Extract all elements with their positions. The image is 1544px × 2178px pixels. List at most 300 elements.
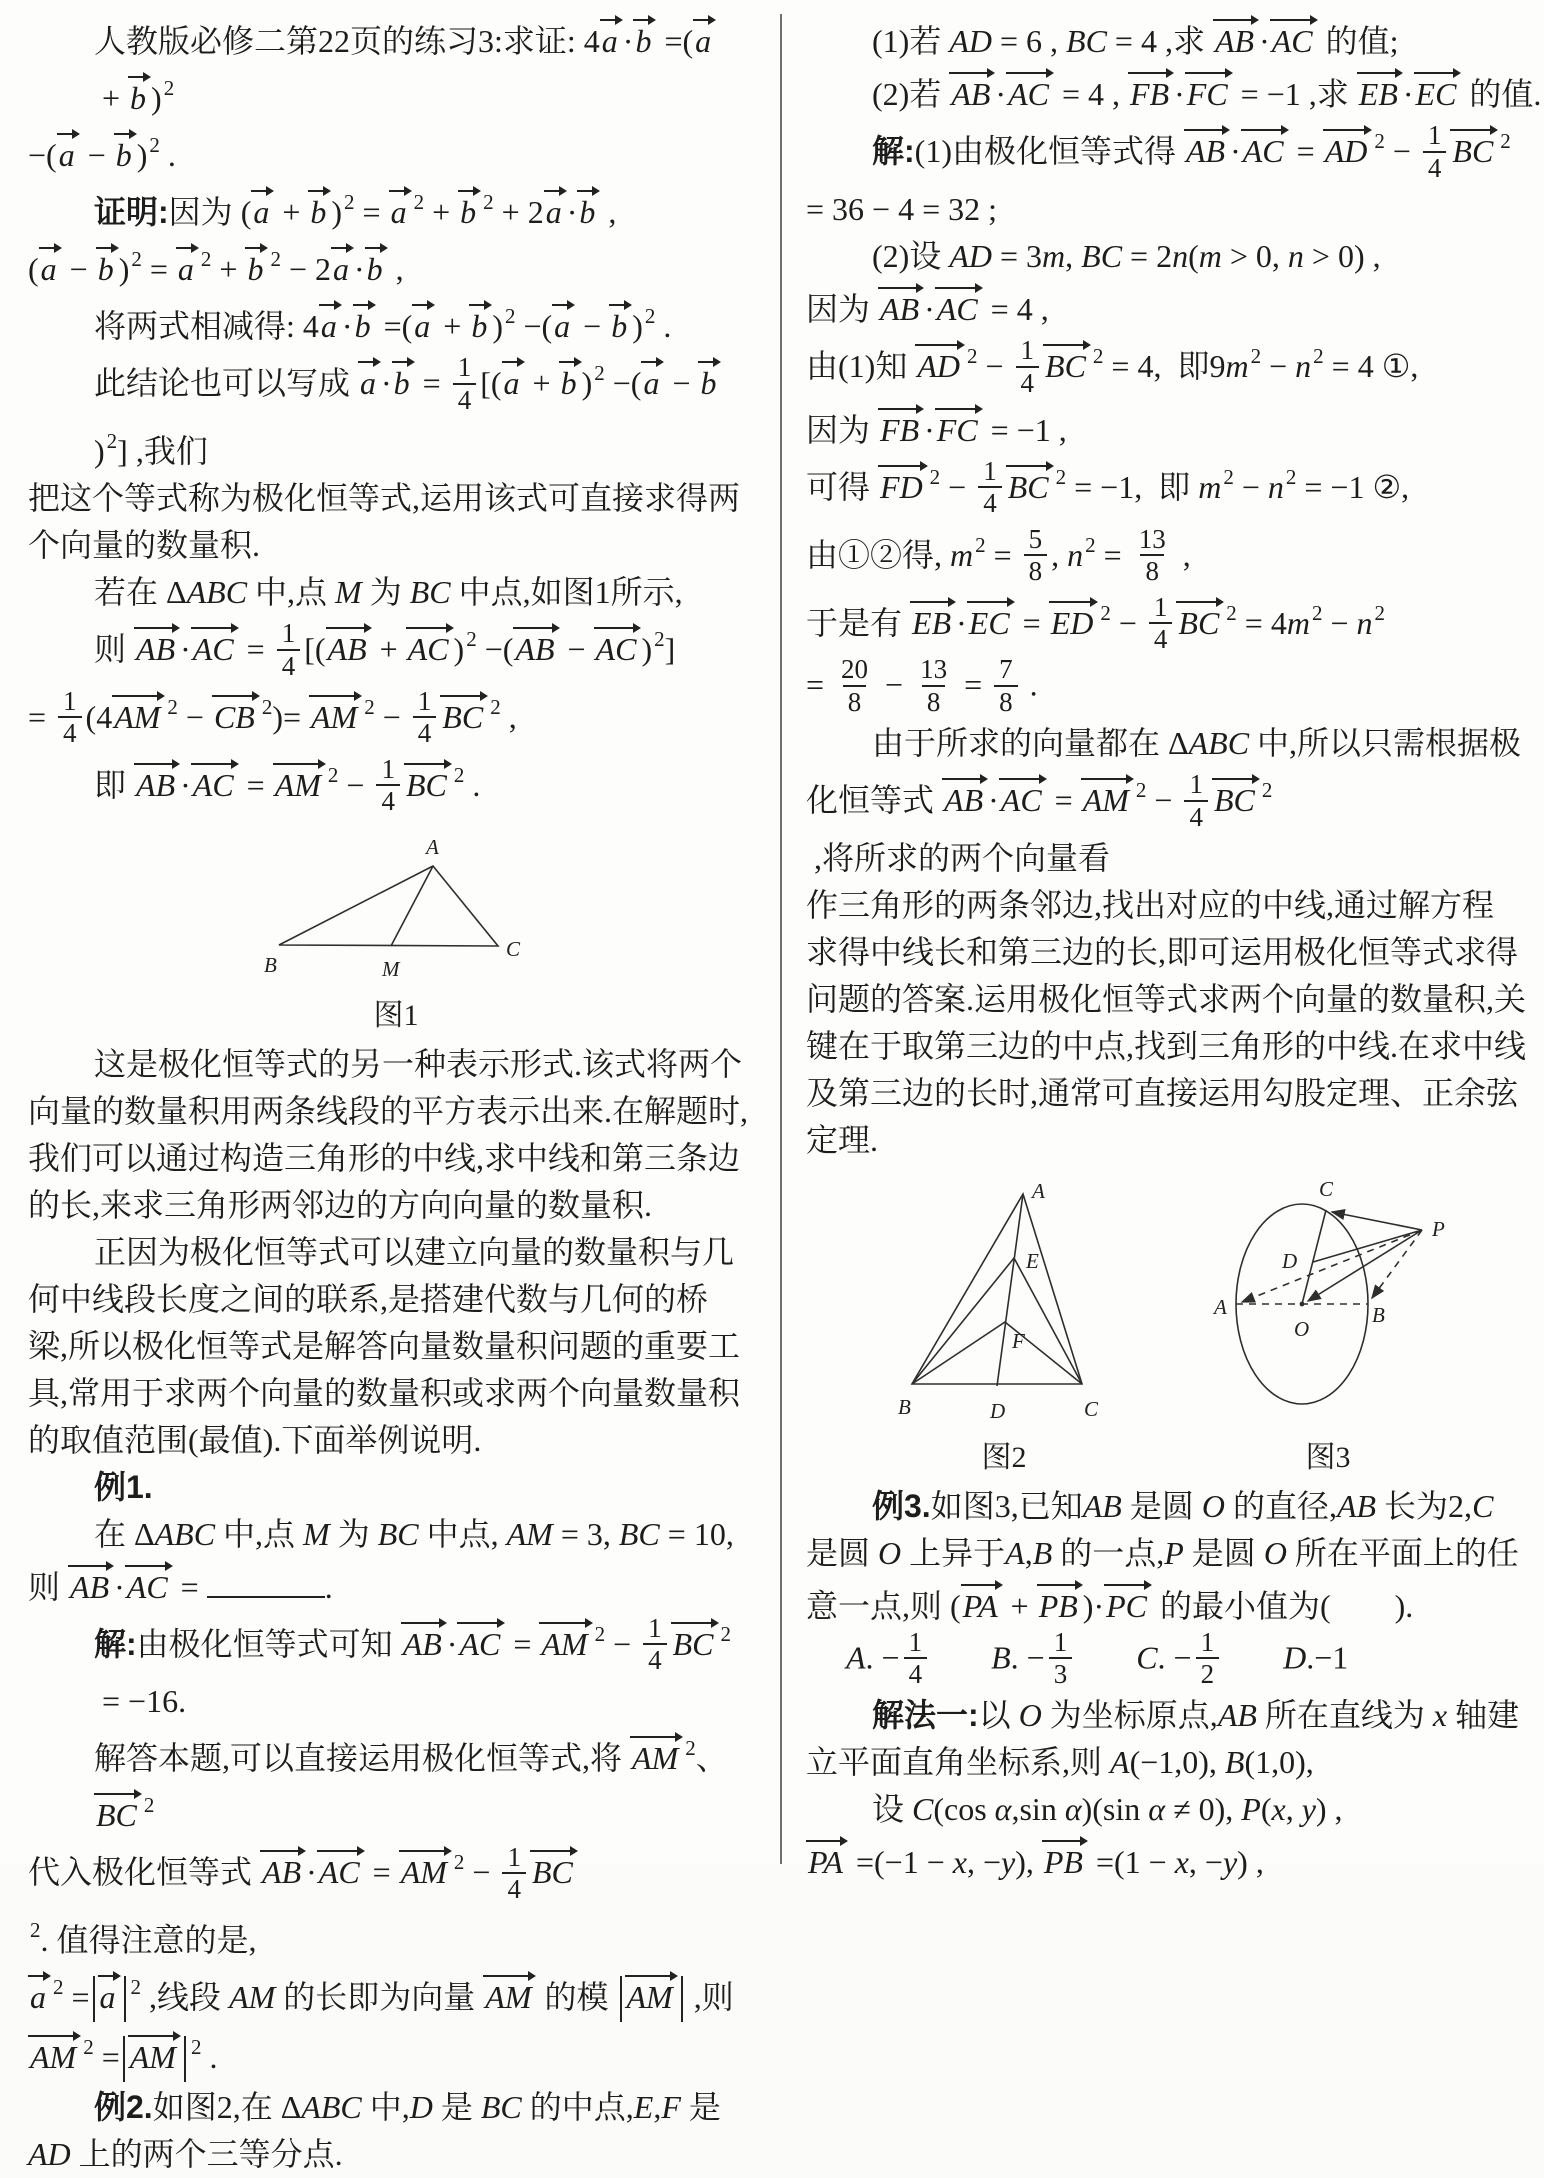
math-run: −	[178, 699, 212, 735]
math-run: = 36 − 4 = 32 ;	[806, 191, 997, 227]
math-run: O	[1202, 1488, 1225, 1524]
math-run: = 4	[983, 291, 1033, 327]
math-run: C. −	[1136, 1639, 1191, 1675]
superscript: 2	[490, 695, 501, 719]
math-run: −	[1385, 133, 1419, 169]
chord-co	[1302, 1210, 1326, 1304]
math-run: .	[41, 1922, 57, 1958]
vector: AB	[68, 1558, 114, 1603]
vector: AD	[1323, 122, 1373, 167]
vector: AM	[128, 2028, 181, 2073]
text-run: 即	[1142, 469, 1198, 505]
figure-caption: 图2	[894, 1435, 1114, 1481]
superscript: 2	[1262, 778, 1273, 802]
column-divider	[780, 14, 782, 1864]
math-run: )	[632, 308, 643, 344]
text-run: 线段	[157, 1979, 229, 2015]
text-line	[806, 65, 1542, 118]
text-run: 因为	[169, 194, 241, 230]
math-run: =	[142, 251, 176, 287]
math-run: − n	[1322, 605, 1372, 641]
vector: PB	[1042, 1833, 1088, 1878]
abs-bar	[123, 2036, 125, 2082]
superscript: 2	[1312, 601, 1323, 625]
vertex-label: A	[424, 835, 439, 859]
math-run: = −1	[1233, 76, 1301, 112]
math-run: O	[1019, 1697, 1042, 1733]
vector: AM	[539, 1615, 592, 1660]
vector: AM	[630, 1729, 683, 1774]
superscript: 2	[191, 2035, 202, 2059]
vector: a	[544, 183, 567, 228]
text-run: 何中线段长度之间的联系,是搭建代数与几何的桥	[28, 1281, 708, 1317]
text-run: 的长,来求三角形两邻边的方向向量的数量积.	[28, 1187, 652, 1223]
math-run: ·	[342, 308, 353, 344]
math-run: ·	[1259, 23, 1270, 59]
superscript: 2	[149, 133, 160, 157]
text-line	[806, 1530, 1542, 1577]
text-run: 中点,	[419, 1516, 507, 1552]
vertex-label: C	[1084, 1397, 1099, 1421]
superscript: 2	[975, 533, 986, 557]
math-run: = 4m	[1237, 605, 1310, 641]
superscript: 2	[967, 344, 978, 368]
vertex-label: C	[1319, 1177, 1334, 1201]
text-run: 的一点,	[1052, 1535, 1164, 1571]
math-run: ΔABC	[1168, 725, 1249, 761]
text-run: 为	[362, 574, 410, 610]
math-run: )	[331, 194, 342, 230]
text-line	[806, 1833, 1542, 1886]
math-run: .	[464, 767, 480, 803]
vector: a	[176, 240, 199, 285]
left-column	[28, 12, 764, 2178]
math-run: AD = 6	[949, 23, 1042, 59]
text-line	[806, 882, 1542, 929]
vector: BC	[1043, 337, 1091, 382]
text-line	[806, 454, 1542, 522]
math-run: −	[575, 308, 609, 344]
math-run: )=	[272, 699, 309, 735]
math-run: O	[878, 1535, 901, 1571]
vector: BC	[530, 1843, 578, 1888]
vector: AM	[399, 1843, 452, 1888]
math-run: −	[664, 365, 698, 401]
vector: PA	[806, 1833, 848, 1878]
fraction: $\frac{1}{4}$	[978, 456, 1002, 518]
math-run: BC	[410, 574, 451, 610]
vertex-label: F	[1011, 1329, 1025, 1353]
text-line	[806, 1739, 1542, 1786]
segments-be-ec	[912, 1258, 1082, 1384]
superscript: 2	[505, 304, 516, 328]
text-run: 代入极化恒等式	[28, 1854, 260, 1890]
median-ad	[997, 1194, 1023, 1386]
text-line	[806, 1577, 1542, 1630]
vector: b	[469, 297, 492, 342]
text-run: 上异于	[901, 1535, 1005, 1571]
vector: a	[502, 354, 525, 399]
triangle-abc	[912, 1194, 1082, 1384]
vector: b	[365, 240, 388, 285]
math-run: −	[877, 667, 911, 703]
vector: a	[552, 297, 575, 342]
math-run: ΔABC	[166, 574, 247, 610]
vertex-label: A	[1212, 1295, 1227, 1319]
text-line	[28, 350, 764, 475]
figure-2	[894, 1174, 1114, 1481]
math-run: )·	[1083, 1588, 1104, 1624]
text-run: 、	[696, 1740, 728, 1776]
vector: PC	[1104, 1577, 1152, 1622]
math-run: )	[137, 137, 148, 173]
math-run: ·	[623, 23, 634, 59]
vector: a	[319, 297, 342, 342]
math-run: − n	[1234, 469, 1284, 505]
text-run: 可得	[806, 469, 878, 505]
math-run: ·	[306, 1854, 317, 1890]
math-run: D	[410, 2089, 433, 2125]
text-line	[806, 401, 1542, 454]
math-run: O	[1264, 1535, 1287, 1571]
vector: a	[98, 1968, 121, 2013]
vector: AM	[309, 688, 362, 733]
superscript: 2	[83, 2035, 94, 2059]
math-run: =	[505, 1626, 539, 1662]
text-line	[28, 475, 764, 522]
vector: BC	[440, 688, 488, 733]
vector: b	[308, 183, 331, 228]
superscript: 2	[167, 695, 178, 719]
vector: BC	[404, 756, 452, 801]
math-run: +	[372, 631, 406, 667]
vector: FB	[1128, 65, 1174, 110]
vertex-label: A	[1030, 1179, 1045, 1203]
text-run: 则	[702, 1979, 734, 2015]
math-run: )	[454, 631, 465, 667]
triangle-abc	[279, 866, 498, 946]
math-run: AB	[1083, 1488, 1122, 1524]
segment-dp	[1313, 1230, 1422, 1262]
roman-run: sin	[1103, 1791, 1140, 1827]
text-line	[28, 1725, 764, 1839]
vector: AB	[942, 771, 988, 816]
math-run: B. −	[991, 1639, 1045, 1675]
math-run: = 4	[1324, 348, 1382, 384]
text-run: 则	[28, 1569, 68, 1605]
text-run: 个向量的数量积.	[28, 527, 260, 563]
text-run: ,将所求的两个向量看	[806, 840, 1110, 876]
text-line	[28, 179, 764, 236]
math-run: =	[1096, 537, 1130, 573]
math-run: α ≠ 0), P(x, y)	[1140, 1791, 1326, 1827]
math-run: =(1 − x, −y) ,	[1088, 1844, 1264, 1880]
math-run: =	[355, 194, 389, 230]
math-run: [(	[304, 631, 325, 667]
text-run: 是圆	[1184, 1535, 1264, 1571]
vector: EC	[1414, 65, 1462, 110]
vector: PB	[1037, 1577, 1083, 1622]
heading-run: 解法一:	[872, 1697, 979, 1733]
text-line	[28, 2024, 764, 2084]
text-run: 中,	[362, 2089, 410, 2125]
text-line	[806, 12, 1542, 65]
text-line	[806, 522, 1542, 590]
text-run: 立平面直角坐标系,则	[806, 1744, 1110, 1780]
math-run: = −1	[1296, 469, 1372, 505]
text-run: 梁,所以极化恒等式是解答向量数量积问题的重要工	[28, 1328, 740, 1364]
superscript: 2	[594, 361, 605, 385]
text-line	[806, 976, 1542, 1023]
math-run: M	[335, 574, 362, 610]
vector: BC	[1176, 594, 1224, 639]
text-run: 设	[872, 1791, 912, 1827]
superscript: 2	[1375, 601, 1386, 625]
math-run: =	[173, 1569, 207, 1605]
math-run: ,	[686, 1979, 702, 2015]
vector: AM	[483, 1968, 536, 2013]
math-run: =	[239, 631, 273, 667]
math-run: =	[94, 2039, 120, 2075]
text-line	[806, 1023, 1542, 1070]
text-run: ①,	[1382, 348, 1419, 384]
math-run: ·	[381, 365, 392, 401]
vector: b	[96, 240, 119, 285]
text-line	[806, 1117, 1542, 1164]
blank-line	[207, 1562, 325, 1598]
superscript: 2	[1374, 129, 1385, 153]
vertex-label: B	[264, 953, 277, 977]
text-line	[28, 1964, 764, 2024]
text-run: 的中点,	[522, 2089, 634, 2125]
text-run: 中,点	[247, 574, 335, 610]
text-run: ,	[1327, 1791, 1343, 1827]
math-run: − 2	[281, 251, 331, 287]
text-line	[28, 236, 764, 293]
vector: a	[412, 297, 435, 342]
math-run: ·	[447, 1626, 458, 1662]
math-run: ·	[1230, 133, 1241, 169]
abs-bar	[93, 1976, 95, 2022]
text-run: 是圆	[1122, 1488, 1202, 1524]
heading-run: 例3.	[872, 1488, 931, 1524]
vector: AB	[326, 620, 372, 665]
vector: BC	[1450, 122, 1498, 167]
vertex-label: P	[1431, 1217, 1445, 1241]
superscript: 2	[1100, 601, 1111, 625]
figure-2-3-row	[806, 1174, 1542, 1481]
math-run: [(	[480, 365, 501, 401]
math-run: = 4	[1054, 76, 1104, 112]
math-run: =	[1289, 133, 1323, 169]
math-run: −	[80, 137, 114, 173]
vertex-label: B	[1372, 1303, 1385, 1327]
math-run: A(−1,0), B(1,0),	[1110, 1744, 1314, 1780]
text-line	[806, 1070, 1542, 1117]
vector: a	[600, 12, 623, 57]
math-run: +	[274, 194, 308, 230]
vector: BC	[1006, 458, 1054, 503]
text-line	[806, 118, 1542, 186]
figure-caption: 图1	[28, 993, 764, 1039]
text-line	[806, 280, 1542, 333]
math-run: ·	[988, 782, 999, 818]
vector: AB	[878, 280, 924, 325]
fraction: $\frac{1}{2}$	[1196, 1627, 1220, 1689]
math-run: =	[986, 537, 1020, 573]
superscript: 2	[414, 190, 425, 214]
vector: AC	[935, 280, 983, 325]
text-line	[806, 1483, 1542, 1530]
vector: b	[245, 240, 268, 285]
arrow-pc	[1332, 1212, 1422, 1230]
math-run: A,B	[1005, 1535, 1052, 1571]
math-run: = −16.	[94, 1683, 186, 1719]
text-run: 则	[94, 631, 134, 667]
superscript: 2	[201, 247, 212, 271]
text-run: 若在	[94, 574, 166, 610]
text-line	[28, 522, 764, 569]
text-run: 人教版必修二第22页的练习3:求证:	[94, 23, 584, 59]
text-line	[28, 752, 764, 820]
text-run: 由极化恒等式可知	[137, 1626, 401, 1662]
text-run: 意一点,则	[806, 1588, 950, 1624]
vector: AM	[28, 2028, 81, 2073]
text-run: ,	[1051, 412, 1067, 448]
text-line	[28, 1041, 764, 1088]
math-run: −	[1146, 782, 1180, 818]
text-line	[28, 1464, 764, 1558]
text-run: 的值;	[1318, 23, 1399, 59]
text-run: ,	[1104, 76, 1128, 112]
text-run: 中,所以只需根据极	[1249, 725, 1521, 761]
vector: BC	[1212, 771, 1260, 816]
text-line	[28, 1088, 764, 1135]
text-run: 中点,如图1所示,	[451, 574, 683, 610]
vector: ED	[1049, 594, 1099, 639]
fraction: $\frac{1}{4}$	[1016, 335, 1040, 397]
text-line	[28, 122, 764, 179]
math-run: D.−1	[1283, 1639, 1348, 1675]
math-run: −(	[28, 137, 57, 173]
text-run: ②,	[1372, 469, 1409, 505]
vertex-label: E	[1025, 1249, 1039, 1273]
vector: a	[251, 183, 274, 228]
text-run: 键在于取第三边的中点,找到三角形的中线.在求中线	[806, 1028, 1526, 1064]
vertex-label: D	[1281, 1249, 1297, 1273]
vector: b	[128, 69, 151, 114]
vector: AC	[191, 756, 239, 801]
vector: b	[698, 354, 721, 399]
fraction: $\frac{13}{8}$	[1134, 524, 1171, 586]
text-run: (2)若	[872, 76, 949, 112]
vector: AD	[915, 337, 965, 382]
text-run: 是	[433, 2089, 481, 2125]
superscript: 2	[107, 429, 118, 453]
superscript: 2	[1085, 533, 1096, 557]
math-run: AM	[229, 1979, 275, 2015]
vector: AB	[1213, 12, 1259, 57]
math-run: = −1	[983, 412, 1051, 448]
text-line	[28, 569, 764, 616]
text-line	[806, 929, 1542, 976]
math-run: −(	[605, 365, 642, 401]
math-run: ,	[501, 699, 517, 735]
superscript: 2	[131, 247, 142, 271]
vector: a	[57, 126, 80, 171]
text-run: 具,常用于求两个向量的数量积或求两个向量数量积	[28, 1375, 740, 1411]
right-column	[806, 12, 1542, 1886]
text-run: 如图3,已知	[931, 1488, 1083, 1524]
superscript: 2	[262, 695, 273, 719]
text-run: 的长即为向量	[275, 1979, 483, 2015]
text-run: 是圆	[806, 1535, 878, 1571]
math-run: ·	[567, 194, 578, 230]
fraction: $\frac{1}{4}$	[453, 352, 477, 414]
vector: CB	[212, 688, 260, 733]
vertex-label: C	[506, 937, 521, 961]
math-run: .	[655, 308, 671, 344]
text-run: (2)设	[872, 238, 949, 274]
text-run: 的最小值为( ).	[1152, 1588, 1413, 1624]
text-run: ,求	[1157, 23, 1213, 59]
math-run: BC = 4	[1066, 23, 1157, 59]
vector: BC	[671, 1615, 719, 1660]
text-line	[28, 1417, 764, 1464]
heading-run: 例1.	[94, 1469, 153, 1505]
math-run: (	[241, 194, 252, 230]
superscript: 2	[483, 190, 494, 214]
text-run: 化恒等式	[806, 782, 942, 818]
vector: BC	[94, 1786, 142, 1831]
math-run: ·	[924, 291, 935, 327]
vector: b	[559, 354, 582, 399]
text-run: 因为	[806, 291, 878, 327]
text-run: 为	[330, 1516, 378, 1552]
superscript: 2	[1313, 344, 1324, 368]
fraction: $\frac{1}{4}$	[277, 618, 301, 680]
text-line	[806, 1786, 1542, 1833]
math-run: , n	[1051, 537, 1083, 573]
math-run: )	[94, 433, 105, 469]
superscript: 2	[364, 695, 375, 719]
vector: a	[331, 240, 354, 285]
vector: b	[392, 354, 415, 399]
text-line	[28, 1370, 764, 1417]
text-line	[28, 1611, 764, 1726]
vector: b	[353, 297, 376, 342]
text-run: 轴建	[1447, 1697, 1519, 1733]
superscript: 2	[454, 1850, 465, 1874]
fraction: $\frac{1}{4}$	[376, 754, 400, 816]
vertex-label: O	[1294, 1317, 1309, 1341]
vector: AB	[260, 1843, 306, 1888]
vector: AB	[1184, 122, 1230, 167]
text-run: 为坐标原点,	[1042, 1697, 1218, 1733]
text-line	[806, 590, 1542, 658]
vertex-label: M	[381, 957, 401, 981]
vector: AB	[513, 620, 559, 665]
math-run: α)(	[1057, 1791, 1103, 1827]
math-run: −	[560, 631, 594, 667]
superscript: 2	[270, 247, 281, 271]
median-am	[391, 866, 433, 946]
vector: b	[458, 183, 481, 228]
vertex-label: D	[989, 1399, 1005, 1423]
superscript: 2	[1223, 465, 1234, 489]
math-run: x	[1433, 1697, 1447, 1733]
fraction: $\frac{5}{8}$	[1024, 524, 1048, 586]
